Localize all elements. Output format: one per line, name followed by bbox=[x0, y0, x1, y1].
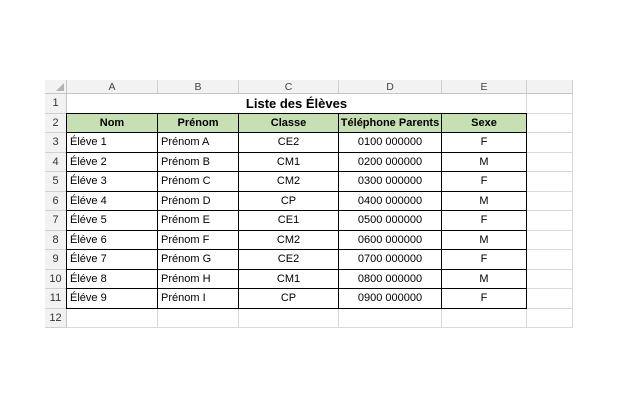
column-header-extra[interactable] bbox=[527, 80, 573, 94]
cell-extra[interactable] bbox=[527, 192, 573, 212]
table-cell[interactable]: 0300 000000 bbox=[338, 172, 442, 192]
empty-cell[interactable] bbox=[158, 309, 239, 329]
row-header-12[interactable]: 12 bbox=[45, 309, 67, 329]
table-cell[interactable]: Prénom B bbox=[157, 153, 239, 173]
table-cell[interactable]: F bbox=[441, 172, 527, 192]
table-cell[interactable]: Prénom I bbox=[157, 289, 239, 309]
table-cell[interactable]: Prénom G bbox=[157, 250, 239, 270]
empty-cell[interactable] bbox=[239, 309, 339, 329]
column-header-B[interactable]: B bbox=[158, 80, 239, 94]
table-cell[interactable]: Éléve 3 bbox=[66, 172, 158, 192]
cell-extra[interactable] bbox=[527, 172, 573, 192]
select-all-corner[interactable] bbox=[45, 80, 67, 94]
table-cell[interactable]: Éléve 7 bbox=[66, 250, 158, 270]
table-header-cell[interactable]: Nom bbox=[66, 113, 158, 134]
cell-extra[interactable] bbox=[527, 133, 573, 153]
table-cell[interactable]: CP bbox=[238, 192, 339, 212]
table-cell[interactable]: 0900 000000 bbox=[338, 289, 442, 309]
table-cell[interactable]: Prénom E bbox=[157, 211, 239, 231]
cell-extra[interactable] bbox=[527, 231, 573, 251]
table-header-cell[interactable]: Téléphone Parents bbox=[338, 113, 442, 134]
table-cell[interactable]: Éléve 1 bbox=[66, 133, 158, 153]
cell-extra[interactable] bbox=[527, 250, 573, 270]
table-cell[interactable]: 0200 000000 bbox=[338, 153, 442, 173]
cell-extra[interactable] bbox=[527, 270, 573, 290]
spreadsheet-grid bbox=[45, 80, 573, 328]
row-header-2[interactable]: 2 bbox=[45, 114, 67, 134]
cell-extra[interactable] bbox=[527, 114, 573, 134]
table-cell[interactable]: Éléve 4 bbox=[66, 192, 158, 212]
row-header-7[interactable]: 7 bbox=[45, 211, 67, 231]
table-header-cell[interactable]: Prénom bbox=[157, 113, 239, 134]
table-cell[interactable]: Éléve 9 bbox=[66, 289, 158, 309]
empty-cell[interactable] bbox=[527, 309, 573, 329]
cell-extra[interactable] bbox=[527, 94, 573, 114]
column-header-D[interactable]: D bbox=[339, 80, 442, 94]
table-cell[interactable]: CE1 bbox=[238, 211, 339, 231]
row-header-8[interactable]: 8 bbox=[45, 231, 67, 251]
row-header-5[interactable]: 5 bbox=[45, 172, 67, 192]
table-cell[interactable]: CM2 bbox=[238, 172, 339, 192]
table-cell[interactable]: CE2 bbox=[238, 133, 339, 153]
table-header-cell[interactable]: Sexe bbox=[441, 113, 527, 134]
table-cell[interactable]: 0100 000000 bbox=[338, 133, 442, 153]
row-header-10[interactable]: 10 bbox=[45, 270, 67, 290]
table-cell[interactable]: CM1 bbox=[238, 270, 339, 290]
table-cell[interactable]: CM2 bbox=[238, 231, 339, 251]
column-header-A[interactable]: A bbox=[67, 80, 158, 94]
table-cell[interactable]: Éléve 5 bbox=[66, 211, 158, 231]
table-cell[interactable]: Éléve 2 bbox=[66, 153, 158, 173]
cell-extra[interactable] bbox=[527, 153, 573, 173]
table-cell[interactable]: CM1 bbox=[238, 153, 339, 173]
cell-extra[interactable] bbox=[527, 211, 573, 231]
column-header-C[interactable]: C bbox=[239, 80, 339, 94]
sheet-title-cell[interactable]: Liste des Élèves bbox=[67, 94, 527, 114]
table-cell[interactable]: Prénom F bbox=[157, 231, 239, 251]
table-cell[interactable]: M bbox=[441, 231, 527, 251]
row-header-11[interactable]: 11 bbox=[45, 289, 67, 309]
table-cell[interactable]: Éléve 8 bbox=[66, 270, 158, 290]
empty-cell[interactable] bbox=[67, 309, 158, 329]
row-header-1[interactable]: 1 bbox=[45, 94, 67, 114]
table-cell[interactable]: 0700 000000 bbox=[338, 250, 442, 270]
table-header-cell[interactable]: Classe bbox=[238, 113, 339, 134]
empty-cell[interactable] bbox=[339, 309, 442, 329]
table-cell[interactable]: F bbox=[441, 211, 527, 231]
table-cell[interactable]: Prénom A bbox=[157, 133, 239, 153]
select-all-triangle-icon bbox=[56, 83, 64, 91]
table-cell[interactable]: Prénom D bbox=[157, 192, 239, 212]
cell-extra[interactable] bbox=[527, 289, 573, 309]
row-header-9[interactable]: 9 bbox=[45, 250, 67, 270]
table-cell[interactable]: 0600 000000 bbox=[338, 231, 442, 251]
table-cell[interactable]: M bbox=[441, 153, 527, 173]
table-cell[interactable]: F bbox=[441, 289, 527, 309]
table-cell[interactable]: Éléve 6 bbox=[66, 231, 158, 251]
table-cell[interactable]: CP bbox=[238, 289, 339, 309]
row-header-3[interactable]: 3 bbox=[45, 133, 67, 153]
table-cell[interactable]: Prénom C bbox=[157, 172, 239, 192]
row-header-6[interactable]: 6 bbox=[45, 192, 67, 212]
table-cell[interactable]: F bbox=[441, 133, 527, 153]
table-cell[interactable]: CE2 bbox=[238, 250, 339, 270]
table-cell[interactable]: 0400 000000 bbox=[338, 192, 442, 212]
row-header-4[interactable]: 4 bbox=[45, 153, 67, 173]
empty-cell[interactable] bbox=[442, 309, 527, 329]
table-cell[interactable]: 0800 000000 bbox=[338, 270, 442, 290]
table-cell[interactable]: F bbox=[441, 250, 527, 270]
table-cell[interactable]: M bbox=[441, 192, 527, 212]
column-header-E[interactable]: E bbox=[442, 80, 527, 94]
table-cell[interactable]: M bbox=[441, 270, 527, 290]
table-cell[interactable]: 0500 000000 bbox=[338, 211, 442, 231]
table-cell[interactable]: Prénom H bbox=[157, 270, 239, 290]
